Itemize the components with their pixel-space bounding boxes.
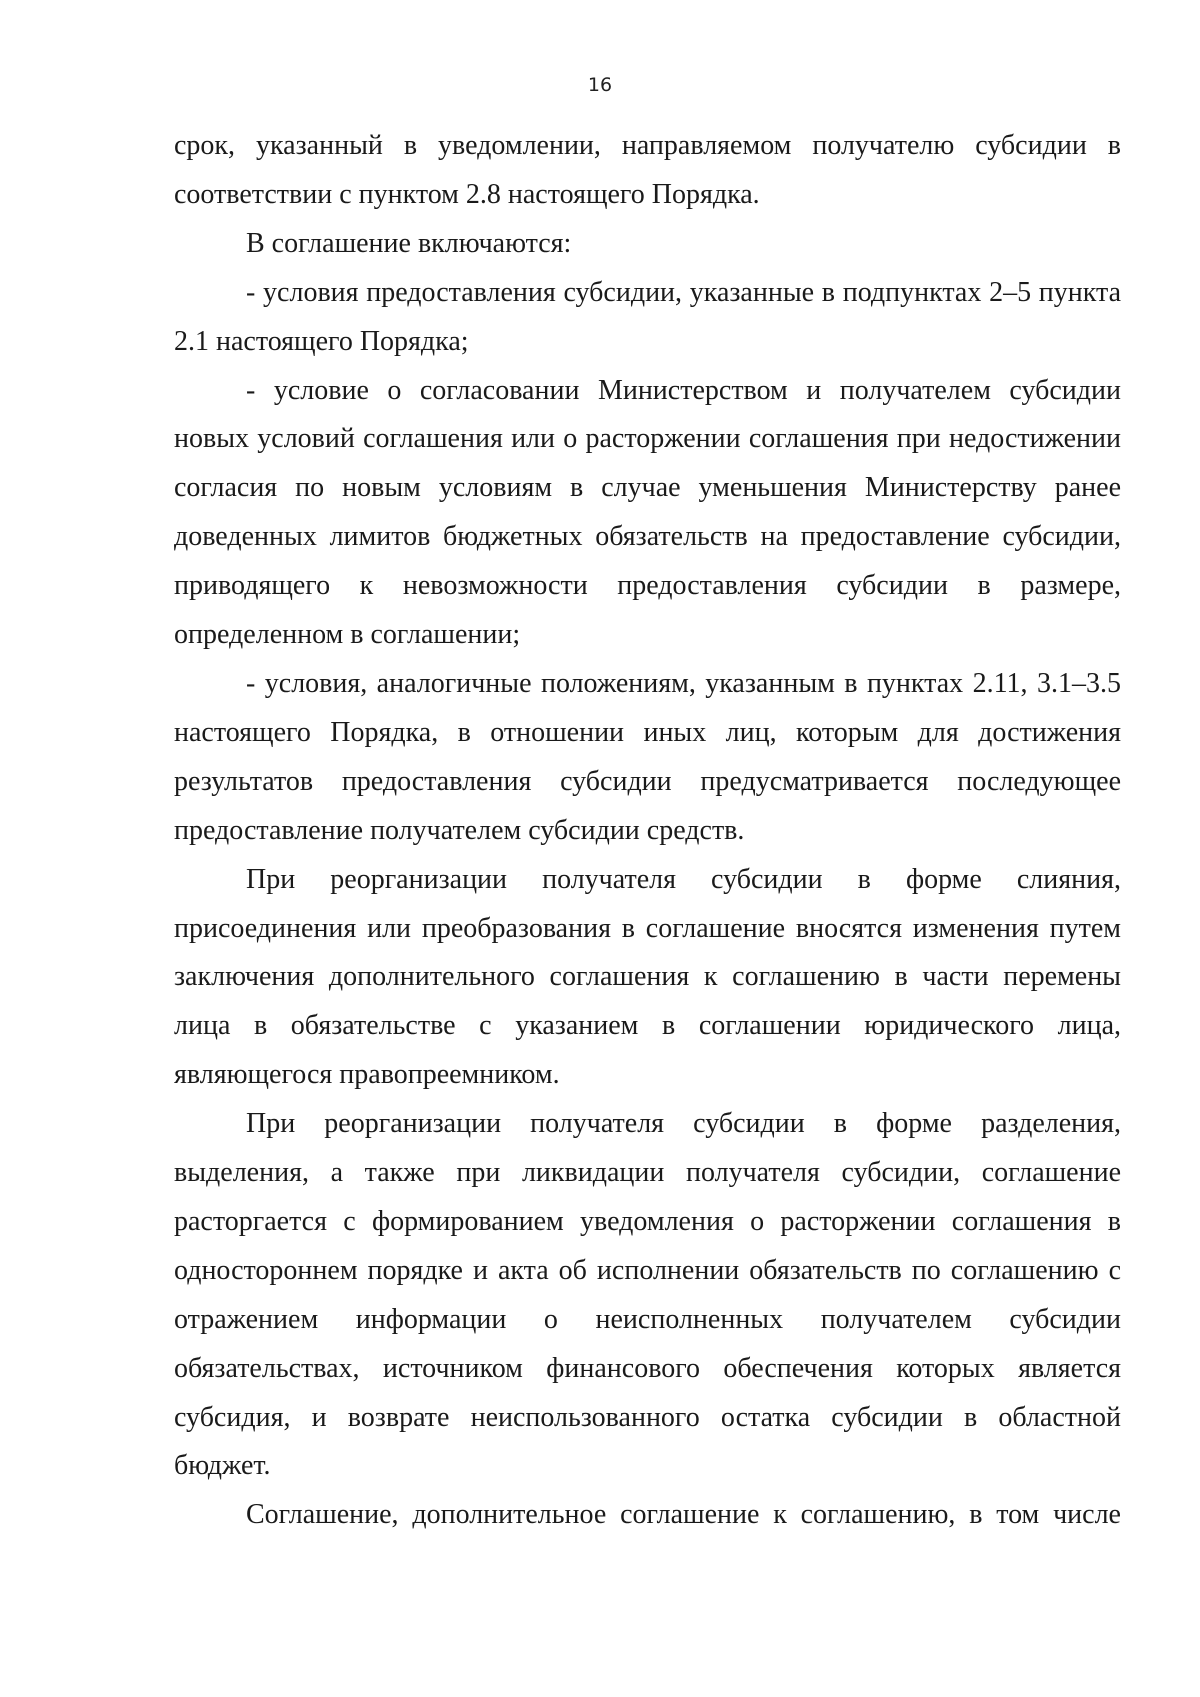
page-number: 16 — [587, 74, 613, 96]
list-item-approval-condition: - условие о согласовании Министерством и получателем субсидии новых условий соглашения или о расторжении соглашения при недостижении согласия по новым условиям в случае уменьшения Министерству ранее доведенных лимитов бюджетных обязательств на предоставление субсидии, приводящего к невозможности предоставления субсидии в размере, определенном в соглашении; — [174, 374, 1121, 651]
paragraph-reorganization-merger: При реорганизации получателя субсидии в форме слияния, присоединения или преобразования в соглашение вносятся изменения путем заключения дополнительного соглашения к соглашению в части перемены лица в обязательстве с указанием в соглашении юридического лица, являющегося правопреемником. — [174, 863, 1121, 1091]
paragraph-continuation: срок, указанный в уведомлении, направляемом получателю субсидии в соответствии с пунктом 2.8 настоящего Порядка. — [174, 130, 1121, 210]
paragraph-included-heading: В соглашение включаются: — [246, 227, 572, 259]
list-item-similar-conditions: - условия, аналогичные положениям, указанным в пунктах 2.11, 3.1–3.5 настоящего Порядка, в отношении иных лиц, которым для достижения результатов предоставления субсидии предусматривается последующее предоставление получателем субсидии средств. — [174, 667, 1121, 846]
paragraph-agreement-continuation: Соглашение, дополнительное соглашение к соглашению, в том числе — [246, 1499, 1121, 1531]
paragraph-reorganization-division: При реорганизации получателя субсидии в форме разделения, выделения, а также при ликвидации получателя субсидии, соглашение расторгается с формированием уведомления о расторжении соглашения в одностороннем порядке и акта об исполнении обязательств по соглашению с отражением информации о неисполненных получателем субсидии обязательствах, источником финансового обеспечения которых является субсидия, и возврате неиспользованного остатка субсидии в областной бюджет. — [174, 1108, 1121, 1482]
list-item-conditions: - условия предоставления субсидии, указанные в подпунктах 2–5 пункта 2.1 настоящего Порядка; — [174, 276, 1121, 357]
document-body — [174, 122, 1121, 1540]
